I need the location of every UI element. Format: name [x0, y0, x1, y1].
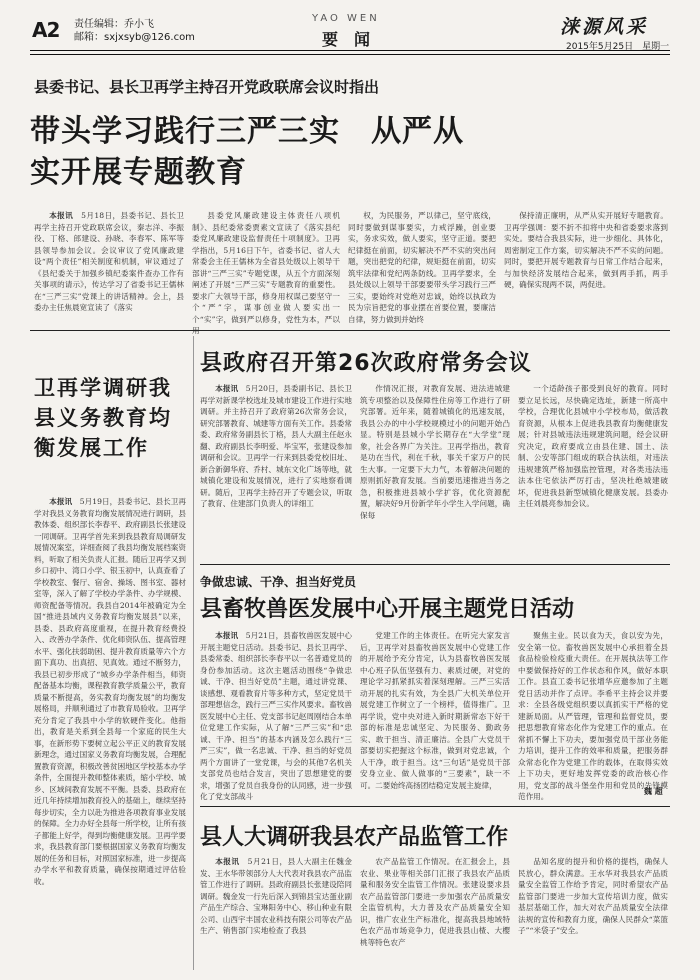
sidebar-headline: 卫再学调研我县义务教育均衡发展工作	[34, 376, 172, 460]
story2-column-1	[200, 383, 352, 558]
story4-column-3	[518, 856, 668, 970]
lead-dateline: 本报讯	[49, 211, 74, 220]
paper-name: 涞源风采	[560, 16, 649, 38]
story3-headline: 县畜牧兽医发展中心开展主题党日活动	[200, 597, 575, 622]
lead-text-2: 县委党风廉政建设主体责任八项机制》、县纪委常委贾素文宣读了《落实县纪委党风廉政建设监督责任十项制度》。卫再学指出，5月16日下午，省委书记、省人大常委会主任王儒林为全省县处级以上领导干部讲“三严三实”专题党课，从五个方面深刻阐述了开展“三严三实”专题教育的重要性。要求广大领导干部，修身用权谋己要坚守一个“严”字，谋事创业做人要实出一个“实”字，做到严以修身，党性为本，严以用	[192, 211, 340, 335]
story4-text-1: 5月21日，县人大副主任魏金发、王水华带领部分人大代表对我县农产品监管工作进行了调研。县政府副县长张建设陪同调研。魏金发一行先后深入到锦县宝达蛋业副产品生产综合、宝琳阳务中心、移山种业有限公司、山西宇丰国农业科技有限公司等农产品生产、销售部门实地检查了我县	[200, 857, 353, 935]
lead-column-3	[348, 210, 496, 325]
story3-column-2	[360, 630, 510, 798]
section-pinyin: YAO WEN	[312, 13, 380, 24]
story3-text-2: 党建工作的主体责任。在听完大家发言后，卫再学对县畜牧兽医发展中心党建工作的开展给予充分肯定，认为县畜牧兽医发展中心班子队伍坚强有力、素质过硬，对党的理论学习抓紧抓实着深刻理解。三严三实活动开展的扎实有效，为全县广大机关单位开展党建工作树立了一个榜样，值得推广。卫再学说，党中央对进入新时期新常态下好干部的标准是忠诚坚定、为民服务、勤政务实、敢于担当、清正廉洁。全县广大党员干部要切实把握这个标准，做到对党忠诚，个人干净，敢于担当。这“三句话”是党员干部安身立业、做人做事的“三要素”，缺一不可。二要始终高扬团结稳定发展主旋律，	[360, 631, 510, 790]
story2-text-3: 一个适龄孩子都受到良好的教育。同时要立足长远，尽快确定选址，新建一所高中学校，合理优化县城中小学校布局，做活教育资源，从根本上促进我县教育均衡健康发展；针对县城违法违规建筑问题，经会议研究决定，政府要成立由县住建、国土、法制、公安等部门组成的联合执法组，对违法违规建筑严格加强监控管理，对各类违法违法本住宅依法严厉打击，坚决杜绝城建破坏，促进我县新型城镇化健康发展。县委办主任刘晨亮参加会议。	[518, 384, 668, 508]
issue-date: 2015年5月25日 星期一	[566, 42, 670, 52]
story3-text-3: 聚焦主业。民以食为天，食以安为先，安全第一位。畜牧兽医发展中心承担着全县食品检验检疫重大责任。在开展执法等工作中要做保持好的工作状态和作风，做好本职工作。县直工委书记张增华应邀参加了主题党日活动并作了点评。李希平主持会议并要求：全县各级党组织要以真抓实干严格的党建新局面。从严管理，管理和监督党员，要把思想教育常态化作为党建工作的重点。在常抓不懈上下功夫，要加强党员干部业务能力培训，提升工作的效率和质量，把服务群众常态化作为党建工作的载体，在取得实效上下功夫，更好地发挥党委的政治核心作用，党支部的战斗堡垒作用和党员的先锋模范作用。	[518, 631, 668, 801]
sidebar-dateline: 本报讯	[49, 497, 73, 506]
story4-headline: 县人大调研我县农产品监管工作	[200, 825, 509, 850]
story3-text-1: 5月21日，县畜牧兽医发展中心开展主题党日活动。县委书记、县长卫再学、县委常委、组织部长李春平以一名普通党员的身份参加活动。这次主题活动围绕“争做忠诚、干净、担当好党员”主题，通过讲党课、谈感想、观看教育片等多种方式，坚定党员干部理想信念，践行三严三实作风要求。畜牧兽医发展中心主任、党支部书记赵周刚结合本单位党建工作实际，从了解“三严三实”和“忠诚、干净、担当”的基本内涵及怎么践行“三严三实”，做一名忠诚、干净、担当的好党员两个方面讲了一堂党课，与会的其他7名机关支部党员也结合发言，突出了思想建党的要求，增强了党员自我身份的认同感，进一步强化了党支部战斗	[200, 631, 353, 801]
story4-dateline: 本报讯	[215, 857, 240, 866]
story4-text-2: 农产品监管工作情况。在汇报会上，县农业、果业等相关部门汇报了我县农产品质量和服务安全监管工作情况。张建设要求县农产品监管部门要进一步加强农产品质量安全监管机构，大力普及农产品质量安全知识，推广农业生产标准化，提高我县地域特色农产品市场竞争力，促进我县山楂、大樱桃等特色农产	[360, 857, 510, 947]
story4-column-1	[200, 856, 352, 970]
story2-column-3	[518, 383, 668, 558]
lead-column-1	[34, 210, 184, 325]
story3-kicker: 争做忠诚、干净、担当好党员	[200, 575, 357, 589]
story4-column-2	[360, 856, 510, 970]
lead-column-4	[504, 210, 668, 325]
lead-headline-line2: 实开展专题教育	[30, 155, 247, 190]
story2-headline: 县政府召开第26次政府常务会议	[200, 351, 532, 376]
story2-text-2: 作情况汇报，对教育发展、进法进城建筑专项整治以及保障性住房等工作进行了研究部署。近年来，随着城镇化的迅速发展，我县公办的中小学校规模过小的问题开始凸显。特别是县城小学长期存在“大学堂”现象，社会各界广为关注。卫再学指出，教育是功在当代，利在千秋，事关千家万户的民生大事。一定要下大力气，本着解决问题的原则抓好教育发展。当前要迅速推进当务之急，积极推进县城小学扩容，优化资源配置，解决好9月份新学年小学生入学问题，确保每	[360, 384, 510, 520]
story2-dateline: 本报讯	[215, 384, 239, 393]
section-divider	[30, 330, 670, 331]
lead-headline-line1: 带头学习践行三严三实 从严从	[30, 114, 464, 149]
story2-text-1: 5月20日，县委副书记、县长卫再学对新课学校选址及城市建设工作进行实地调研。并主持召开了政府第26次常务会议，研究部署教育、城建等方面有关工作。县委常委、政府常务副县长丁格，县人大副主任赵永翻、政府副县长李明爱、毕宝军，张建设参加调研和会议。卫再学一行来到县委党校旧址、新合新御华府、乔村、城东文化广场等地，就城镇化建设和发展情况，进行了实地察看调研。随后，卫再学主持召开了专题会议，听取了教育、住建部门负责人的详细工	[200, 384, 353, 508]
editor-info	[74, 18, 195, 44]
story3-dateline: 本报讯	[215, 631, 239, 640]
editor-email: 邮箱：sxjxsyb@126.com	[74, 32, 195, 43]
masthead-rule-thin	[30, 54, 670, 55]
lead-text-1: 5月18日，县委书记、县长卫再学主持召开党政联席会议，秦志洋、李振役、丁格、郎建设、孙晓、李春军、陈军等县领导参加会议。会议审议了党风廉政建设“两个责任”相关制度和机制，审议通过了《县纪委关于加强乡镇纪委案件查办工作有关事项的请示》，传达学习了省委书记王儒林在“三严三实”党课上的讲话精神。会上，县委办主任焦晨宽宣读了《落实	[34, 211, 185, 312]
story3-author: 魏 超	[644, 787, 663, 796]
story-divider	[200, 564, 670, 565]
story3-column-1	[200, 630, 353, 801]
lead-text-4: 保持清正廉明，从严从实开展好专题教育。卫再学强调：要不折不扣将中央和省委要求落到实处。要结合我县实际，进一步细化、具体化，周密制定工作方案，切实解决不严不实的问题。同时，要把开展专题教育与日常工作结合起来，与加快经济发展结合起来，做到两手抓，两手硬，确保实现两不误，两促进。	[504, 211, 668, 289]
story-divider-2	[200, 806, 670, 807]
editor-name: 责任编辑：乔小飞	[74, 19, 154, 30]
sidebar-text: 5月19日，县委书记、县长卫再学对我县义务教育均衡发展情况进行调研，县教体委、组织部长李春平、政府副县长张建设一同调研。卫再学首先来到我县教育局调研发展情况案室，详细查阅了我县均衡发展档案资料，听取了相关负责人汇报。随后卫再学又到乡口初中、湾口小学、银玉初中，认真查看了学校教室、餐厅、宿舍、操场、图书室、器材室等，深入了解了学校办学条件、办学规模、师资配备等情况。我县自2014年被确定为全国“推进县域内义务教育均衡发展县”以来，县委、县政府高度重视，在提升教育经费投入、改善办学条件、优化师资队伍、提高管理水平、强化扶弱助困、提升教育质量等六个方面下真功、出真招、见真效。通过不断努力，我县已初步形成了“城乡办学条件相当，师资配备基本均衡，课程教育教学质量公平，教育质量不断提高，务实教育均衡发展”的均衡发展格局，并顺利通过了市教育局验收。卫再学充分肯定了我县中小学的软硬件变化。他指出，教育是关系到全县每一个家庭的民生大事，在新形势下要树立起公平正义的教育发展新理念，通过国家义务教育均衡发展，合理配置教育资源，积极改善贫困地区学校基本办学条件，全面提升教师整体素质，缩小学校、城乡、区域间教育发展不平衡。县委、县政府在近几年持续增加教育投入的基础上，继续坚持每步切实，全力以赴为推进各项教育事业发展的保障。全力办好全县每一所学校，让所有孩子都能上好学，得到均衡健康发展。卫再学要求，我县教育部门要根据国家义务教育均衡发展的任务和目标，对照国家标准，进一步提高办学水平和教育质量，确保按期通过评估验收。	[34, 497, 187, 886]
page-number: A2	[32, 18, 60, 42]
lead-column-2	[192, 210, 340, 335]
lead-text-3: 权，为民服务，严以律己，坚守底线，同时要做到谋事要实，力戒浮躁，创业要实，务求实效，做人要实，坚守正道。要把纪律挺在前面，切实解决不严不实的突出问题，突出把党的纪律，规矩挺在前面，切实筑牢法律和党纪两条防线。卫再学要求，全县处级以上领导干部要要带头学习践行三严三实，要始终对党绝对忠诚，始终以执政为民为宗旨把党的事业摆在首要位置，要廉洁自律，努力做到并始终	[348, 211, 496, 324]
story4-text-3: 品知名度的提升和价格的提档，确保人民放心，群众满意。王水华对我县农产品质量安全监管工作给予肯定，同时希望农产品监管部门要进一步加大宣传培训力度，做实基层基础工作，加大对农产品质量安全法律法规的宣传和教育力度，确保人民群众“菜篮子”“米袋子”安全。	[518, 857, 668, 935]
section-title: 要闻	[322, 30, 387, 49]
masthead-rule	[30, 50, 670, 51]
sidebar-body	[34, 496, 186, 966]
column-divider	[193, 336, 194, 970]
lead-kicker: 县委书记、县长卫再学主持召开党政联席会议时指出	[34, 78, 380, 96]
story2-column-2	[360, 383, 510, 558]
